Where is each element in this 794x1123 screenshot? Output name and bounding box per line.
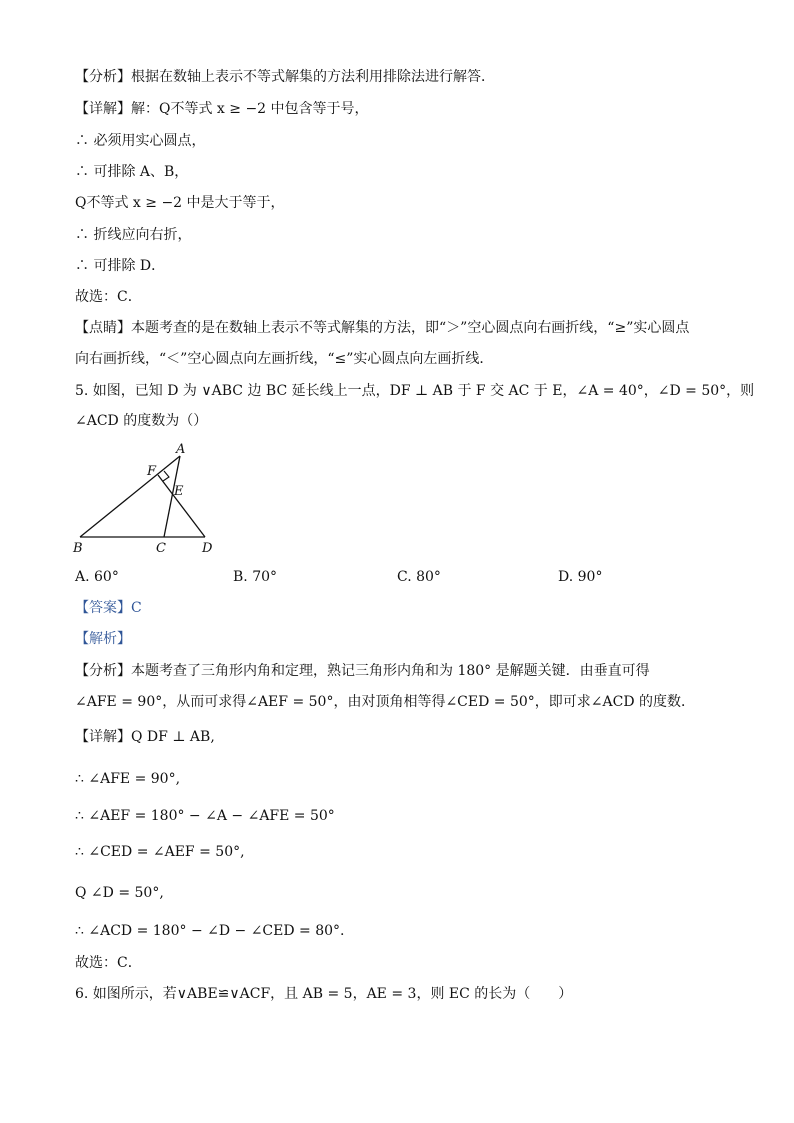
label-e: E [174,484,184,499]
text-line: Q ∠D = 50°, [75,885,164,901]
text-line: ∴ ∠AFE = 90°, [75,771,181,787]
label-b: B [73,541,83,556]
answer-label: 【答案】C [75,600,142,616]
text-line: ∴ 可排除 D． [75,258,166,274]
text-line: 【分析】根据在数轴上表示不等式解集的方法利用排除法进行解答． [75,69,495,85]
text-line: ∴ 折线应向右折， [75,227,192,243]
label-c: C [156,541,166,556]
text-line: ∴ 必须用实心圆点， [75,133,206,149]
label-f: F [147,464,157,479]
text-line: 【详解】解：Q不等式 x ≥ −2 中包含等于号， [75,101,369,117]
analysis-label: 【解析】 [75,631,131,647]
option-c: C. 80° [397,569,441,585]
text-line: Q不等式 x ≥ −2 中是大于等于， [75,195,285,211]
text-line: 故选：C． [75,289,142,305]
text-line: ∠AFE = 90°，从而可求得∠AEF = 50°，由对顶角相等得∠CED = 50°，即可求∠ACD 的度数． [75,694,695,710]
question-5: 5. 如图，已知 D 为 ∨ABC 边 BC 延长线上一点，DF ⊥ AB 于 F 交 AC 于 E，∠A = 40°，∠D = 50°，则 [75,383,755,399]
option-a: A. 60° [75,569,119,585]
text-line: 【分析】本题考查了三角形内角和定理，熟记三角形内角和为 180° 是解题关键．由垂直可得 [75,663,650,679]
question-5-cont: ∠ACD 的度数为（） [75,413,208,429]
segment-ab [80,456,180,537]
text-line: 向右画折线，“＜”空心圆点向左画折线，“≤”实心圆点向左画折线． [75,351,494,367]
text-line: ∴ ∠AEF = 180° − ∠A − ∠AFE = 50° [75,808,335,824]
label-d: D [202,541,213,556]
text-line: 故选：C． [75,955,142,971]
text-line: 【点睛】本题考查的是在数轴上表示不等式解集的方法，即“＞”空心圆点向右画折线，“≥”实心圆点 [75,320,690,336]
right-angle-mark [163,471,169,481]
text-line: ∴ ∠CED = ∠AEF = 50°, [75,844,245,860]
text-line: ∴ ∠ACD = 180° − ∠D − ∠CED = 80°. [75,923,345,939]
option-b: B. 70° [233,569,278,585]
option-d: D. 90° [558,569,603,585]
text-line: 【详解】Q DF ⊥ AB, [75,729,215,745]
label-a: A [176,442,186,457]
triangle-figure [70,440,230,560]
text-line: ∴ 可排除 A、B， [75,164,189,180]
question-6: 6. 如图所示，若∨ABE≌∨ACF，且 AB = 5，AE = 3，则 EC 的长为（ ） [75,986,573,1002]
